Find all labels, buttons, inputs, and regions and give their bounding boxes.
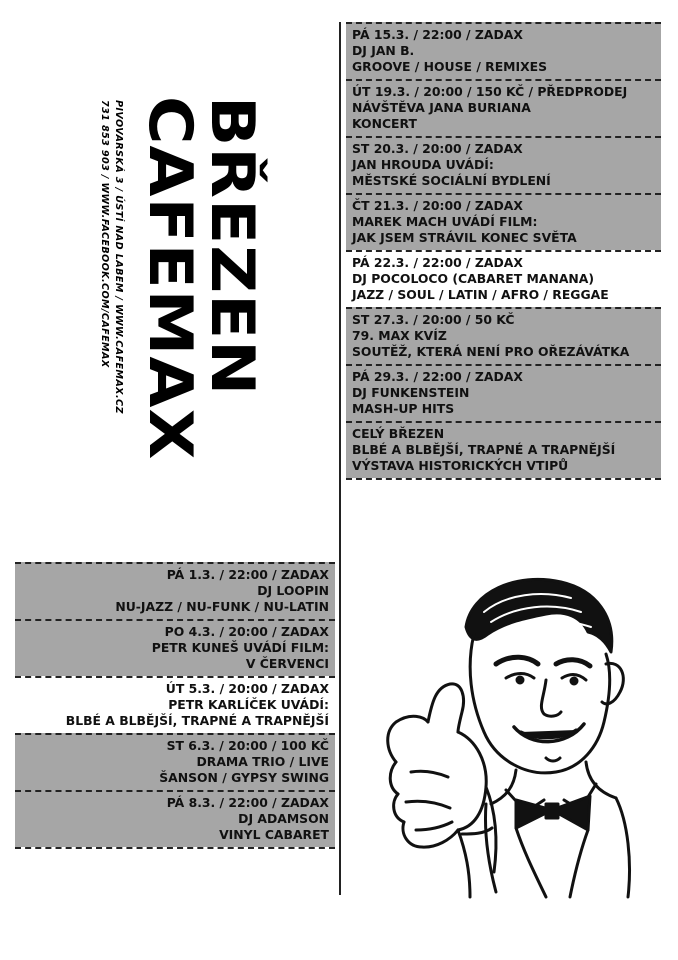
event-line: PÁ 22.3. / 22:00 / ZADAX [352,255,523,270]
venue-phone-line: 731 853 903 / WWW.FACEBOOK.COM/CAFEMAX [99,100,110,368]
event-block [346,193,661,250]
event-block [346,250,661,307]
center-divider [339,22,341,895]
event-line: DJ JAN B. [352,43,415,58]
venue-title: CAFEMAX [135,96,206,461]
event-line: PÁ 1.3. / 22:00 / ZADAX [166,567,329,582]
event-line: PÁ 29.3. / 22:00 / ZADAX [352,369,523,384]
month-title: BŘEZEN [197,96,268,397]
event-line: JAK JSEM STRÁVIL KONEC SVĚTA [352,230,577,245]
event-line: PETR KUNEŠ UVÁDÍ FILM: [151,640,329,655]
event-line: MASH-UP HITS [352,401,455,416]
event-line: PETR KARLÍČEK UVÁDÍ: [168,697,329,712]
event-block [346,79,661,136]
venue-contact [97,100,125,490]
event-line: GROOVE / HOUSE / REMIXES [352,59,548,74]
event-line: MĚSTSKÉ SOCIÁLNÍ BYDLENÍ [352,173,551,188]
event-line: NU-JAZZ / NU-FUNK / NU-LATIN [115,599,329,614]
event-line: PO 4.3. / 20:00 / ZADAX [164,624,329,639]
dashed-separator [15,847,335,849]
event-line: NÁVŠTĚVA JANA BURIANA [352,100,531,115]
event-line: BLBÉ A BLBĚJŠÍ, TRAPNÉ A TRAPNĚJŠÍ [65,713,329,728]
program-right-column [346,22,661,480]
event-line: SOUTĚŽ, KTERÁ NENÍ PRO OŘEZÁVÁTKA [352,344,630,359]
event-line: DJ FUNKENSTEIN [352,385,470,400]
event-line: DJ ADAMSON [238,811,329,826]
event-line: CELÝ BŘEZEN [352,426,445,441]
poster-title-block [75,96,268,486]
event-block [15,733,335,790]
venue-address-line: PIVOVARSKÁ 3 / ÚSTÍ NAD LABEM / WWW.CAFEMAX.CZ [113,100,124,414]
retro-man-thumbs-up-illustration [366,572,636,902]
program-left-column [15,562,335,849]
event-line: PÁ 8.3. / 22:00 / ZADAX [166,795,329,810]
event-line: 79. MAX KVÍZ [352,328,447,343]
event-line: ST 6.3. / 20:00 / 100 KČ [166,738,329,753]
event-line: DJ LOOPIN [257,583,329,598]
event-block [15,790,335,847]
event-line: BLBÉ A BLBĚJŠÍ, TRAPNÉ A TRAPNĚJŠÍ [352,442,616,457]
event-block [15,676,335,733]
event-line: ST 20.3. / 20:00 / ZADAX [352,141,523,156]
event-block [346,22,661,79]
event-block [346,136,661,193]
event-line: ČT 21.3. / 20:00 / ZADAX [352,198,523,213]
event-line: DRAMA TRIO / LIVE [196,754,329,769]
event-line: JAZZ / SOUL / LATIN / AFRO / REGGAE [352,287,609,302]
event-line: MAREK MACH UVÁDÍ FILM: [352,214,538,229]
event-line: V ČERVENCI [245,656,329,671]
event-block [346,307,661,364]
event-line: ŠANSON / GYPSY SWING [159,770,329,785]
event-line: ÚT 19.3. / 20:00 / 150 KČ / PŘEDPRODEJ [352,84,628,99]
dashed-separator [346,478,661,480]
event-block [15,562,335,619]
event-line: VÝSTAVA HISTORICKÝCH VTIPŮ [352,458,569,473]
event-line: PÁ 15.3. / 22:00 / ZADAX [352,27,523,42]
event-line: DJ POCOLOCO (CABARET MANANA) [352,271,595,286]
event-block [346,364,661,421]
event-line: KONCERT [352,116,417,131]
event-line: VINYL CABARET [219,827,329,842]
event-block [346,421,661,478]
event-line: ÚT 5.3. / 20:00 / ZADAX [165,681,329,696]
poster-title-rotated [75,96,268,486]
event-block [15,619,335,676]
event-line: JAN HROUDA UVÁDÍ: [352,157,494,172]
event-line: ST 27.3. / 20:00 / 50 KČ [352,312,515,327]
